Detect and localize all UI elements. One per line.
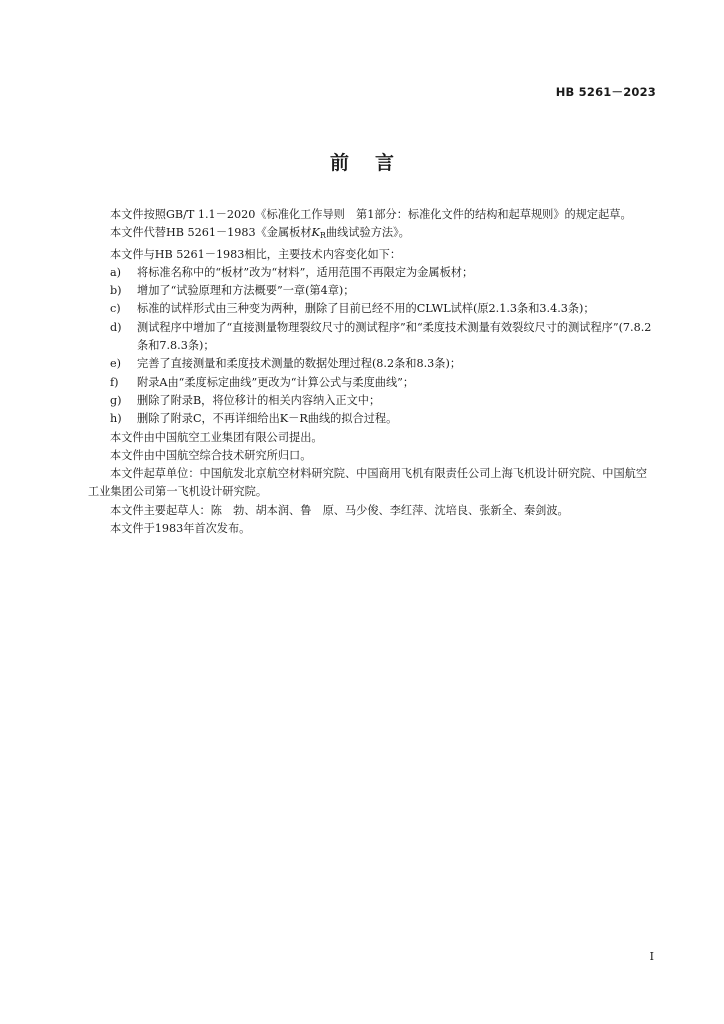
list-item	[88, 410, 658, 428]
replaces-suffix: 曲线试验方法》。	[325, 226, 410, 240]
document-code: HB 5261－2023	[555, 85, 656, 99]
list-item	[88, 392, 658, 410]
list-item-label: g)	[110, 393, 122, 407]
list-item	[88, 282, 658, 300]
list-item	[88, 319, 658, 356]
page-title: 前言	[329, 152, 420, 174]
page-number: I	[649, 950, 654, 963]
list-item-text: 将标准名称中的“板材”改为“材料”，适用范围不再限定为金属板材；	[137, 265, 474, 279]
list-item	[88, 374, 658, 392]
list-item-text: 附录A由“柔度标定曲线”更改为“计算公式与柔度曲线”；	[137, 375, 415, 389]
paragraph-first-published: 本文件于1983年首次发布。	[110, 522, 251, 536]
replaces-prefix: 本文件代替HB 5261－1983《金属板材	[110, 226, 312, 240]
paragraph-drafters: 本文件主要起草人：陈 勃、胡本润、鲁 原、马少俊、李红萍、沈培良、张新全、秦剑波。	[110, 503, 569, 517]
list-item-text: 删除了附录C，不再详细给出K－R曲线的拟合过程。	[137, 412, 398, 426]
list-item-label: e)	[110, 357, 121, 371]
paragraph-proposed-by: 本文件由中国航空工业集团有限公司提出。	[110, 430, 323, 444]
list-item	[88, 355, 658, 373]
list-item-text: 删除了附录B，将位移计的相关内容纳入正文中；	[137, 393, 381, 407]
list-item-text: 标准的试样形式由三种变为两种，删除了目前已经不用的CLWL试样(原2.1.3条和3.4.3条)；	[137, 302, 595, 316]
paragraph-administered-by: 本文件由中国航空综合技术研究所归口。	[110, 448, 312, 462]
list-item-text: 完善了直接测量和柔度技术测量的数据处理过程(8.2条和8.3条)；	[137, 357, 462, 371]
list-item-label: f)	[110, 375, 119, 389]
r-subscript: R	[319, 231, 326, 241]
paragraph-drafting-units: 本文件起草单位：中国航发北京航空材料研究院、中国商用飞机有限责任公司上海飞机设计研究院、中国航空工业集团公司第一飞机设计研究院。	[88, 467, 648, 499]
list-item-label: c)	[110, 302, 121, 316]
list-item-text: 测试程序中增加了“直接测量物理裂纹尺寸的测试程序”和“柔度技术测量有效裂纹尺寸的测试程序”(7.8.2条和7.8.3条)；	[137, 320, 652, 353]
list-item-label: a)	[110, 265, 122, 279]
list-item-text: 增加了“试验原理和方法概要”一章(第4章)；	[137, 284, 355, 298]
foreword-body	[88, 206, 658, 538]
k-symbol: K	[311, 226, 320, 240]
list-item-label: b)	[110, 284, 122, 298]
paragraph-changes-intro: 本文件与HB 5261－1983相比，主要技术内容变化如下：	[110, 247, 402, 261]
paragraph-replaces	[88, 224, 658, 245]
list-item	[88, 264, 658, 282]
paragraph-drafting-rules: 本文件按照GB/T 1.1－2020《标准化工作导则 第1部分：标准化文件的结构和起草规则》的规定起草。	[110, 208, 632, 221]
list-item-label: d)	[110, 320, 122, 334]
list-item	[88, 300, 658, 318]
list-item-label: h)	[110, 412, 122, 426]
